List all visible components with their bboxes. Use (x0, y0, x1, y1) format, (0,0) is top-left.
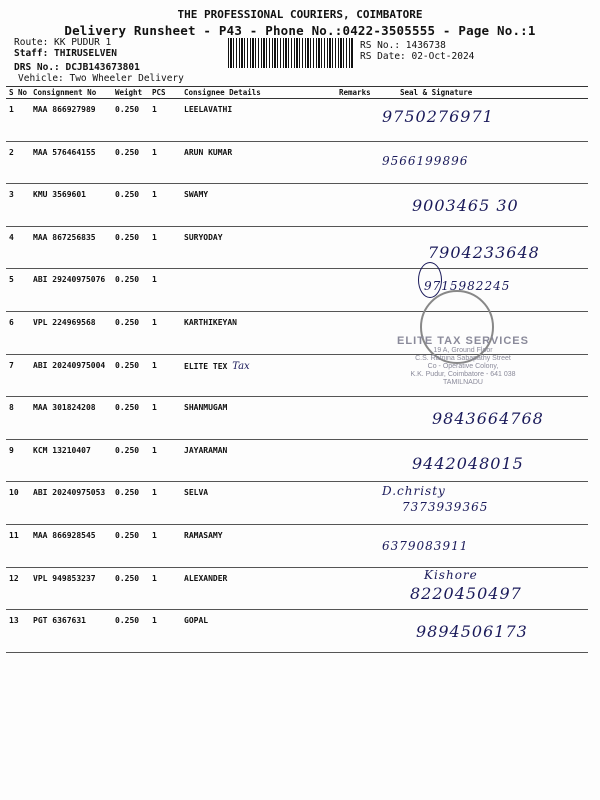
cell-pcs: 1 (149, 610, 181, 653)
cell-consignment: MAA 867256835 (30, 226, 112, 269)
table-row (6, 610, 588, 653)
cell-consignment: ABI 20240975053 (30, 482, 112, 525)
cell-sno: 5 (6, 269, 30, 312)
cell-weight: 0.250 (112, 354, 149, 397)
cell-consignee: ALEXANDER (181, 567, 336, 610)
table-row (6, 141, 588, 184)
cell-pcs: 1 (149, 141, 181, 184)
cell-remarks (336, 141, 372, 184)
col-remarks: Remarks (336, 87, 372, 99)
cell-consignment: MAA 866927989 (30, 99, 112, 142)
table-row (6, 226, 588, 269)
stamp-line: C.S. Ratnina Sabapathy Street (415, 355, 511, 362)
cell-signature (372, 610, 588, 653)
cell-consignee: GOPAL (181, 610, 336, 653)
handwritten-signature: 6379083911 (382, 538, 469, 553)
rs-date: RS Date: 02-Oct-2024 (360, 51, 475, 62)
cell-consignee (181, 354, 336, 397)
handwritten-note: Tax (232, 360, 250, 372)
cell-consignee: SWAMY (181, 184, 336, 227)
cell-remarks (336, 269, 372, 312)
cell-weight: 0.250 (112, 567, 149, 610)
drs-number: DRS No.: DCJB143673801 (14, 62, 140, 73)
cell-signature (372, 482, 588, 525)
cell-consignment: ABI 20240975004 (30, 354, 112, 397)
col-sno: S No (6, 87, 30, 99)
cell-pcs: 1 (149, 354, 181, 397)
cell-remarks (336, 99, 372, 142)
cell-weight: 0.250 (112, 439, 149, 482)
table-row (6, 482, 588, 525)
cell-weight: 0.250 (112, 397, 149, 440)
handwritten-signature: 9894506173 (416, 622, 528, 642)
cell-signature (372, 567, 588, 610)
cell-pcs: 1 (149, 482, 181, 525)
cell-consignee: SURYODAY (181, 226, 336, 269)
cell-sno: 10 (6, 482, 30, 525)
cell-pcs: 1 (149, 439, 181, 482)
cell-signature (372, 99, 588, 142)
cell-consignee: RAMASAMY (181, 524, 336, 567)
cell-consignment: MAA 576464155 (30, 141, 112, 184)
cell-weight: 0.250 (112, 524, 149, 567)
signature-mark (394, 140, 398, 144)
handwritten-signature: 9442048015 (412, 453, 524, 473)
cell-signature (372, 226, 588, 269)
cell-remarks (336, 184, 372, 227)
table-row (6, 567, 588, 610)
handwritten-signature: 8220450497 (410, 583, 522, 603)
handwritten-signature: 9750276971 (382, 107, 494, 126)
cell-pcs: 1 (149, 99, 181, 142)
consignee-name: ELITE TEX (184, 361, 228, 371)
col-pcs: PCS (149, 87, 181, 99)
table-row (6, 397, 588, 440)
cell-consignment: KCM 13210407 (30, 439, 112, 482)
cell-sno: 13 (6, 610, 30, 653)
col-consignee: Consignee Details (181, 87, 336, 99)
cell-consignee: LEELAVATHI (181, 99, 336, 142)
cell-sno: 3 (6, 184, 30, 227)
cell-remarks (336, 354, 372, 397)
table-row (6, 99, 588, 142)
cell-weight: 0.250 (112, 311, 149, 354)
signature-scribble (418, 262, 442, 298)
cell-remarks (336, 610, 372, 653)
cell-pcs: 1 (149, 311, 181, 354)
handwritten-signature: 9843664768 (432, 409, 544, 429)
cell-signature (372, 397, 588, 440)
table-row (6, 439, 588, 482)
cell-sno: 8 (6, 397, 30, 440)
table-row (6, 524, 588, 567)
handwritten-signature: 9566199896 (382, 153, 469, 168)
cell-weight: 0.250 (112, 141, 149, 184)
stamp-line: Co - Operative Colony, (427, 363, 499, 370)
handwritten-signature: 9715982245 (424, 279, 511, 294)
table-header (6, 87, 588, 99)
cell-remarks (336, 311, 372, 354)
cell-weight: 0.250 (112, 226, 149, 269)
col-consignment: Consignment No (30, 87, 112, 99)
cell-sno: 9 (6, 439, 30, 482)
stamp-line: K.K. Pudur, Coimbatore - 641 038 (410, 371, 516, 378)
handwritten-signature: 9003465 30 (412, 196, 519, 216)
cell-signature (372, 184, 588, 227)
cell-weight: 0.250 (112, 610, 149, 653)
cell-consignment: ABI 29240975076 (30, 269, 112, 312)
handwritten-name: D.christy (382, 484, 446, 499)
cell-remarks (336, 567, 372, 610)
cell-consignment: VPL 949853237 (30, 567, 112, 610)
cell-sno: 11 (6, 524, 30, 567)
table-row (6, 269, 588, 312)
handwritten-signature: 7373939365 (402, 500, 489, 515)
cell-signature (372, 524, 588, 567)
staff-label: Staff: THIRUSELVEN (14, 48, 117, 59)
route-label: Route: KK PUDUR 1 (14, 37, 112, 48)
table-row (6, 184, 588, 227)
cell-remarks (336, 482, 372, 525)
cell-weight: 0.250 (112, 482, 149, 525)
cell-weight: 0.250 (112, 269, 149, 312)
cell-pcs: 1 (149, 269, 181, 312)
cell-weight: 0.250 (112, 99, 149, 142)
cell-consignment: MAA 866928545 (30, 524, 112, 567)
cell-consignee (181, 269, 336, 312)
runsheet-subtitle: Delivery Runsheet - P43 - Phone No.:0422-3505555 - Page No.:1 (64, 23, 536, 38)
cell-sno: 12 (6, 567, 30, 610)
cell-pcs: 1 (149, 524, 181, 567)
company-title: THE PROFESSIONAL COURIERS, COIMBATORE (177, 8, 423, 21)
cell-consignee: ARUN KUMAR (181, 141, 336, 184)
cell-signature (372, 439, 588, 482)
cell-consignee: SHANMUGAM (181, 397, 336, 440)
col-signature: Seal & Signature (372, 87, 588, 99)
cell-pcs: 1 (149, 397, 181, 440)
cell-consignee: JAYARAMAN (181, 439, 336, 482)
cell-consignment: KMU 3569601 (30, 184, 112, 227)
cell-remarks (336, 439, 372, 482)
handwritten-name: Kishore (424, 567, 478, 582)
cell-sno: 7 (6, 354, 30, 397)
col-weight: Weight (112, 87, 149, 99)
company-stamp (374, 335, 552, 395)
vehicle-label: Vehicle: Two Wheeler Delivery (18, 73, 184, 84)
cell-signature (372, 141, 588, 184)
cell-consignment: MAA 301824208 (30, 397, 112, 440)
handwritten-signature: 7904233648 (428, 242, 540, 262)
cell-consignment: PGT 6367631 (30, 610, 112, 653)
stamp-line: TAMILNADU (443, 379, 483, 386)
cell-consignee: SELVA (181, 482, 336, 525)
barcode (228, 38, 354, 68)
cell-consignee: KARTHIKEYAN (181, 311, 336, 354)
cell-sno: 6 (6, 311, 30, 354)
stamp-line: ELITE TAX SERVICES (397, 335, 529, 347)
cell-remarks (336, 397, 372, 440)
cell-remarks (336, 524, 372, 567)
cell-weight: 0.250 (112, 184, 149, 227)
stamp-line: 19 A, Ground Floor (433, 347, 493, 354)
cell-pcs: 1 (149, 567, 181, 610)
rs-number: RS No.: 1436738 (360, 40, 446, 51)
cell-consignment: VPL 224969568 (30, 311, 112, 354)
cell-sno: 1 (6, 99, 30, 142)
cell-remarks (336, 226, 372, 269)
cell-sno: 4 (6, 226, 30, 269)
cell-pcs: 1 (149, 226, 181, 269)
cell-pcs: 1 (149, 184, 181, 227)
cell-sno: 2 (6, 141, 30, 184)
